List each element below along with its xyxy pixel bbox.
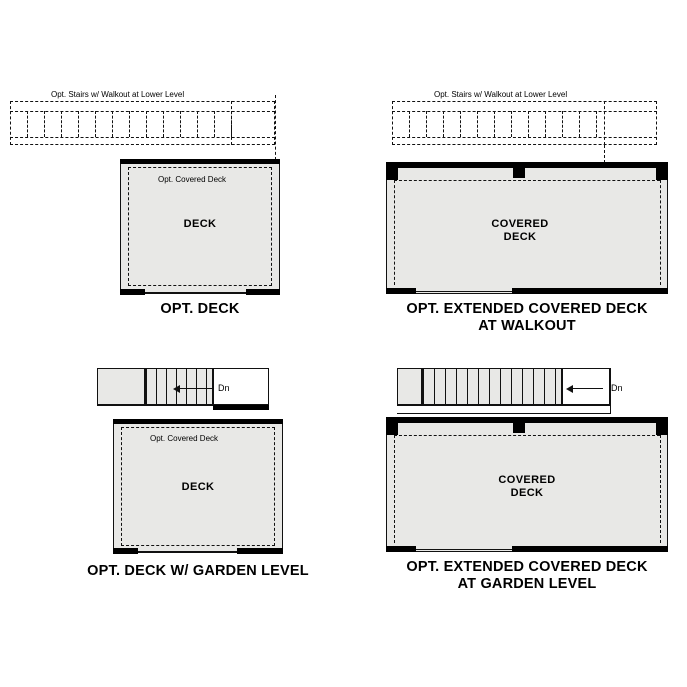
plan-caption-opt-extended-covered-deck-garden-level (357, 559, 687, 593)
stair-edge-line (10, 137, 275, 138)
caption-line1: OPT. EXTENDED COVERED DECK (406, 559, 648, 575)
stair-edge-line (10, 111, 275, 112)
deck-wall-top (386, 417, 668, 423)
deck-wall-bottom-right (246, 289, 280, 295)
covered-deck-inner-edge (394, 435, 660, 436)
deck-wall-bottom-right (237, 548, 283, 554)
stair-edge-line (397, 405, 610, 406)
stairs-note-label: Opt. Stairs w/ Walkout at Lower Level (434, 90, 568, 99)
deck-room-label: DECK (183, 218, 217, 230)
stair-run (422, 368, 562, 405)
room-label-line2: DECK (510, 487, 544, 499)
caption-line1: OPT. EXTENDED COVERED DECK (406, 301, 648, 317)
deck-door-opening (416, 549, 512, 550)
deck-wall-bottom-right (512, 546, 668, 552)
stair-edge-line (392, 111, 657, 112)
deck-post (656, 423, 668, 435)
stair-side-guide (275, 95, 276, 160)
stairs-note-label: Opt. Stairs w/ Walkout at Lower Level (51, 90, 185, 99)
deck-wall-bottom-left (386, 546, 416, 552)
deck-post (656, 168, 668, 180)
deck-post (386, 423, 398, 435)
stair-direction-arrowhead (566, 385, 573, 393)
covered-deck-inner-edge (394, 435, 395, 543)
stair-landing (97, 368, 145, 405)
covered-deck-note-label: Opt. Covered Deck (150, 434, 219, 443)
stair-direction-label: Dn (218, 383, 230, 393)
stair-edge-line (97, 405, 213, 406)
deck-post (386, 168, 398, 180)
stair-direction-arrowhead (173, 385, 180, 393)
caption-line2: AT GARDEN LEVEL (457, 576, 597, 592)
deck-wall-bottom-left (386, 288, 416, 294)
deck-door-opening (145, 292, 246, 293)
deck-door-opening (138, 551, 237, 552)
deck-post (513, 168, 525, 178)
plan-caption-opt-deck-garden-level: OPT. DECK W/ GARDEN LEVEL (87, 563, 309, 579)
deck-wall-bottom-left (120, 289, 145, 295)
stair-landing (397, 368, 422, 405)
caption-line2: AT WALKOUT (478, 318, 576, 334)
covered-deck-inner-edge (394, 180, 660, 181)
room-label-line1: COVERED (491, 218, 549, 230)
stair-direction-arrow (180, 388, 213, 389)
stair-direction-arrow (573, 388, 603, 389)
covered-deck-room-label (437, 474, 617, 500)
stair-landing-divider (604, 101, 605, 145)
covered-deck-note-label: Opt. Covered Deck (158, 175, 227, 184)
stair-edge-line (397, 413, 610, 414)
stair-landing-divider (231, 101, 232, 145)
deck-wall-bottom-left (113, 548, 138, 554)
stair-edge-line (392, 137, 657, 138)
opt-stairs-outline (10, 101, 275, 145)
covered-deck-inner-edge (660, 180, 661, 285)
room-label-line2: DECK (503, 231, 537, 243)
deck-wall-bottom-right (512, 288, 668, 294)
opt-stairs-outline (392, 101, 657, 145)
deck-wall-top (120, 159, 280, 164)
stair-side-edge (610, 368, 611, 414)
deck-door-opening (416, 291, 512, 292)
covered-deck-room-label (430, 218, 610, 244)
deck-room-label: DECK (181, 481, 215, 493)
deck-post (513, 423, 525, 433)
deck-wall-top (113, 419, 283, 424)
stair-direction-label: Dn (611, 383, 623, 393)
covered-deck-inner-edge (394, 180, 395, 285)
stair-side-guide (604, 145, 605, 163)
room-label-line1: COVERED (498, 474, 556, 486)
stair-wall (213, 405, 269, 410)
plan-caption-opt-deck: OPT. DECK (160, 301, 240, 317)
deck-wall-top (386, 162, 668, 168)
covered-deck-inner-edge (660, 435, 661, 543)
plan-caption-opt-extended-covered-deck-walkout (357, 301, 687, 335)
